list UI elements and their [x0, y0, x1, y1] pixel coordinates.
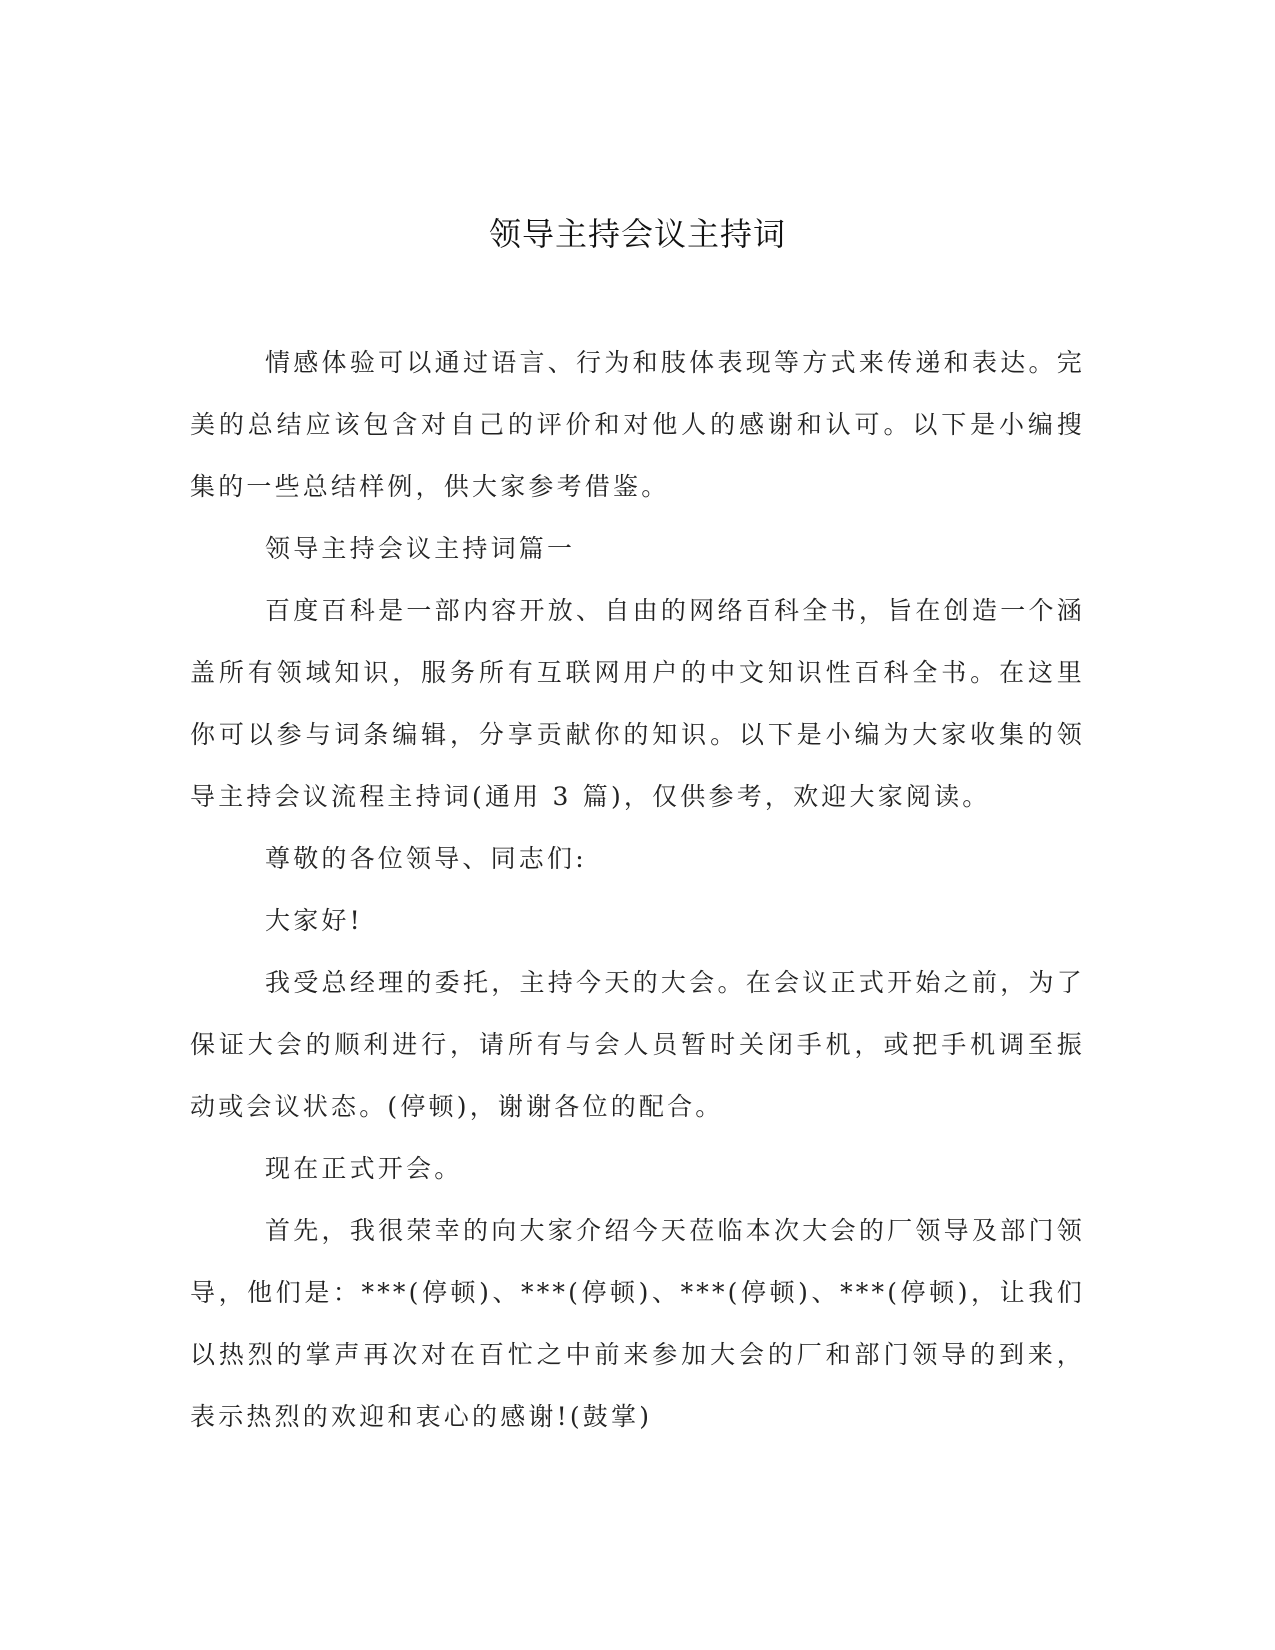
document-body — [190, 332, 1085, 1448]
document-title: 领导主持会议主持词 — [488, 215, 786, 253]
section-heading: 领导主持会议主持词篇一 — [265, 534, 576, 563]
paragraph-salutation: 尊敬的各位领导、同志们: — [265, 844, 587, 873]
paragraph-intro: 情感体验可以通过语言、行为和肢体表现等方式来传递和表达。完美的总结应该包含对自己的评价和对他人的感谢和认可。以下是小编搜集的一些总结样例，供大家参考借鉴。 — [190, 348, 1085, 501]
paragraph-introductions: 首先，我很荣幸的向大家介绍今天莅临本次大会的厂领导及部门领导，他们是：***(停顿)、***(停顿)、***(停顿)、***(停顿)，让我们以热烈的掌声再次对在百忙之中前来参加大会的厂和部门领导的到来，表示热烈的欢迎和衷心的感谢!(鼓掌) — [190, 1216, 1085, 1431]
paragraph-baike: 百度百科是一部内容开放、自由的网络百科全书，旨在创造一个涵盖所有领域知识，服务所有互联网用户的中文知识性百科全书。在这里你可以参与词条编辑，分享贡献你的知识。以下是小编为大家收集的领导主持会议流程主持词(通用 3 篇)，仅供参考，欢迎大家阅读。 — [190, 596, 1085, 811]
paragraph-opening: 我受总经理的委托，主持今天的大会。在会议正式开始之前，为了保证大会的顺利进行，请所有与会人员暂时关闭手机，或把手机调至振动或会议状态。(停顿)，谢谢各位的配合。 — [190, 968, 1085, 1121]
paragraph-start-meeting: 现在正式开会。 — [265, 1154, 463, 1183]
paragraph-greeting: 大家好! — [265, 906, 363, 935]
